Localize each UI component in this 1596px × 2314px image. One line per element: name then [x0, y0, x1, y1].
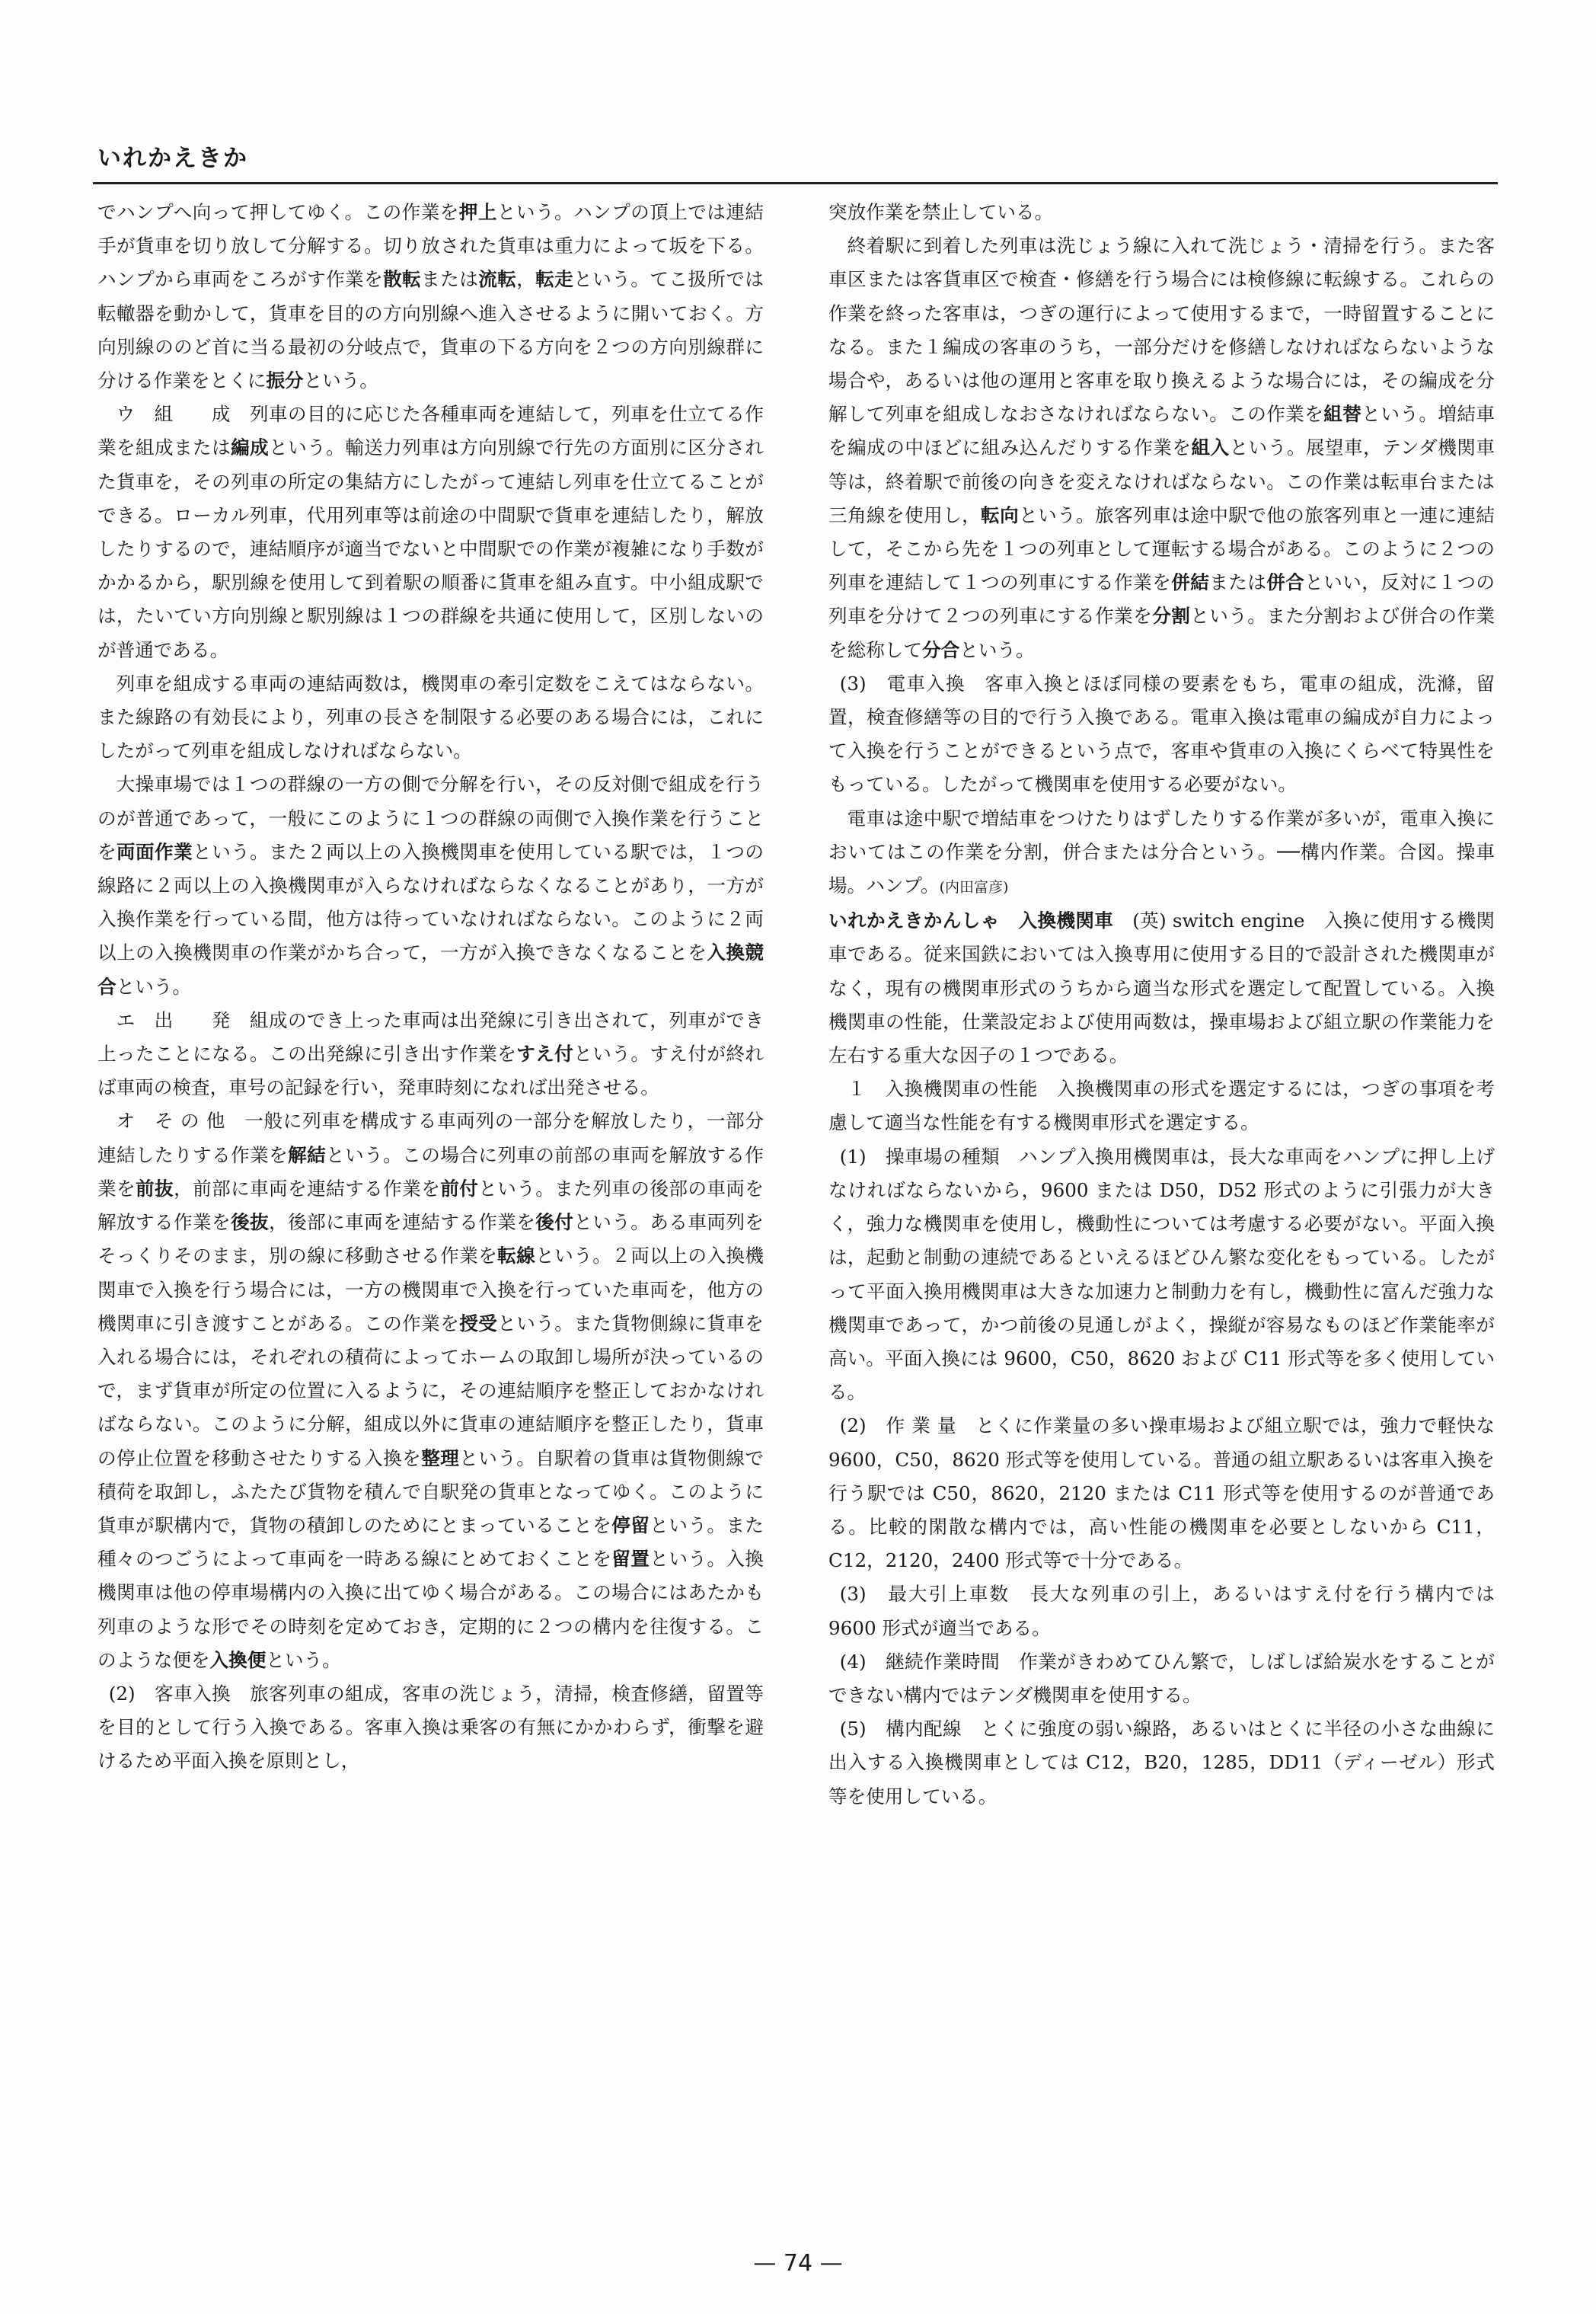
paragraph: でハンプへ向って押してゆく。この作業を押上という。ハンプの頂上では連結手が貨車を切り放して分解する。切り放された貨車は重力によって坂を下る。ハンプから車両をころがす作業を散転または流転，転走という。てこ扱所では転轍器を動かして，貨車を目的の方向別線へ進入させるように開いておく。方向別線ののど首に当る最初の分岐点で，貨車の下る方向を２つの方向別線群に分ける作業をとくに振分という。: [97, 201, 764, 392]
paragraph: 電車は途中駅で増結車をつけたりはずしたりする作業が多いが，電車入換においてはこの作業を分割，併合または分合という。──構内作業。合図。操車場。ハンプ。(内田富彦): [828, 807, 1495, 897]
paragraph: ウ 組 成 列車の目的に応じた各種車両を連結して，列車を仕立てる作業を組成または編成という。輸送力列車は方向別線で行先の方面別に区分された貨車を，その列車の所定の集結方にしたがって連結し列車を仕立てることができる。ローカル列車，代用列車等は前途の中間駅で貨車を連結したり，解放したりするので，連結順序が適当でないと中間駅での作業が複雑になり手数がかかるから，駅別線を使用して到着駅の順番に貨車を組み直す。中小組成駅では，たいてい方向別線と駅別線は１つの群線を共通に使用して，区別しないのが普通である。: [97, 403, 764, 661]
paragraph: (2) 客車入換 旅客列車の組成，客車の洗じょう，清掃，検査修繕，留置等を目的として行う入換である。客車入換は乗客の有無にかかわらず，衝撃を避けるため平面入換を原則とし，: [97, 1682, 764, 1772]
header-rule: [93, 182, 1498, 184]
paragraph: (5) 構内配線 とくに強度の弱い線路，あるいはとくに半径の小さな曲線に出入する入換機関車としては C12，B20，1285，DD11（ディーゼル）形式等を使用している。: [828, 1718, 1495, 1807]
paragraph: (3) 電車入換 客車入換とほぼ同様の要素をもち，電車の組成，洗滌，留置，検査修繕等の目的で行う入換である。電車入換は電車の編成が自力によって入換を行うことができるという点で，客車や貨車の入換にくらべて特異性をもっている。したがって機関車を使用する必要がない。: [828, 672, 1495, 796]
paragraph: エ 出 発 組成のでき上った車両は出発線に引き出されて，列車ができ上ったことになる。この出発線に引き出す作業をすえ付という。すえ付が終れば車両の検査，車号の記録を行い，発車時刻になれば出発させる。: [97, 1008, 764, 1099]
paragraph: (4) 継続作業時間 作業がきわめてひん繁で，しばしば給炭水をすることができない構内ではテンダ機関車を使用する。: [828, 1650, 1495, 1706]
page-number: — 74 —: [753, 2250, 843, 2277]
entry-headword-paragraph: いれかえきかんしゃ 入換機関車 (英) switch engine 入換に使用する機関車である。従来国鉄においては入換専用に使用する目的で設計された機関車がなく，現有の機関車形式のうちから適当な形式を選定して配置している。入換機関車の性能，仕業設定および使用両数は，操車場および組立駅の作業能力を左右する重大な因子の１つである。: [828, 909, 1495, 1067]
paragraph: オ そ の 他 一般に列車を構成する車両列の一部分を解放したり，一部分連結したりする作業を解結という。この場合に列車の前部の車両を解放する作業を前抜，前部に車両を連結する作業を前付という。また列車の後部の車両を解放する作業を後抜，後部に車両を連結する作業を後付という。ある車両列をそっくりそのまま，別の線に移動させる作業を転線という。２両以上の入換機関車で入換を行う場合には，一方の機関車で入換を行っていた車両を，他方の機関車に引き渡すことがある。この作業を授受という。また貨物側線に貨車を入れる場合には，それぞれの積荷によってホームの取卸し場所が決っているので，まず貨車が所定の位置に入るように，その連結順序を整正しておかなければならない。このように分解，組成以外に貨車の連結順序を整正したり，貨車の停止位置を移動させたりする入換を整理という。自駅着の貨車は貨物側線で積荷を取卸し，ふたたび貨物を積んで自駅発の貨車となってゆく。このように貨車が駅構内で，貨物の積卸しのためにとまっていることを停留という。また種々のつごうによって車両を一時ある線にとめておくことを留置という。入換機関車は他の停車場構内の入換に出てゆく場合がある。この場合にはあたかも列車のような形でその時刻を定めておき，定期的に２つの構内を往復する。このような便を入換便という。: [97, 1110, 764, 1671]
paragraph: １ 入換機関車の性能 入換機関車の形式を選定するには，つぎの事項を考慮して適当な性能を有する機関車形式を選定する。: [828, 1078, 1495, 1134]
paragraph: 列車を組成する車両の連結両数は，機関車の牽引定数をこえてはならない。また線路の有効長により，列車の長さを制限する必要のある場合には，これにしたがって列車を組成しなければならない。: [97, 672, 764, 762]
paragraph: 終着駅に到着した列車は洗じょう線に入れて洗じょう・清掃を行う。また客車区または客貨車区で検査・修繕を行う場合には検修線に転線する。これらの作業を終った客車は，つぎの運行によって使用するまで，一時留置することになる。また１編成の客車のうち，一部分だけを修繕しなければならないような場合や，あるいは他の運用と客車を取り換えるような場合には，その編成を分解して列車を組成しなおさなければならない。この作業を組替という。増結車を編成の中ほどに組み込んだりする作業を組入という。展望車，テンダ機関車等は，終着駅で前後の向きを変えなければならない。この作業は転車台または三角線を使用し，転向という。旅客列車は途中駅で他の旅客列車と一連に連結して，そこから先を１つの列車として運転する場合がある。このように２つの列車を連結して１つの列車にする作業を併結または併合といい，反対に１つの列車を分けて２つの列車にする作業を分割という。また分割および併合の作業を総称して分合という。: [828, 235, 1495, 661]
paragraph: (3) 最大引上車数 長大な列車の引上，あるいはすえ付を行う構内では 9600 形式が適当である。: [828, 1583, 1495, 1639]
paragraph: 突放作業を禁止している。: [828, 201, 1054, 223]
running-head: いれかえきか: [97, 145, 248, 172]
paragraph: 大操車場では１つの群線の一方の側で分解を行い，その反対側で組成を行うのが普通であって，一般にこのように１つの群線の両側で入換作業を行うことを両面作業という。また２両以上の入換機関車を使用している駅では，１つの線路に２両以上の入換機関車が入らなければならなくなることがあり，一方が入換作業を行っている間，他方は待っていなければならない。このように２両以上の入換機関車の作業がかち合って，一方が入換できなくなることを入換競合という。: [97, 773, 764, 998]
right-column: [828, 196, 1495, 1814]
paragraph: (1) 操車場の種類 ハンプ入換用機関車は，長大な車両をハンプに押し上げなければならないから，9600 または D50，D52 形式のように引張力が大きく，強力な機関車を使用し，機動性については考慮する必要がない。平面入換は，起動と制動の連続であるといえるほどひん繁な変化をもっている。したがって平面入換用機関車は大きな加速力と制動力を有し，機動性に富んだ強力な機関車であって，かつ前後の見通しがよく，操縦が容易なものほど作業能率が高い。平面入換には 9600，C50，8620 および C11 形式等を多く使用している。: [828, 1145, 1495, 1404]
paragraph: (2) 作 業 量 とくに作業量の多い操車場および組立駅では，強力で軽快な 9600，C50，8620 形式等を使用している。普通の組立駅あるいは客車入換を行う駅では C50，8620，2120 または C11 形式等を使用するのが普通である。比較的閑散な構内では，高い性能の機関車を必要としないから C11，C12，2120，2400 形式等で十分である。: [828, 1414, 1495, 1572]
left-column: [97, 196, 764, 1779]
